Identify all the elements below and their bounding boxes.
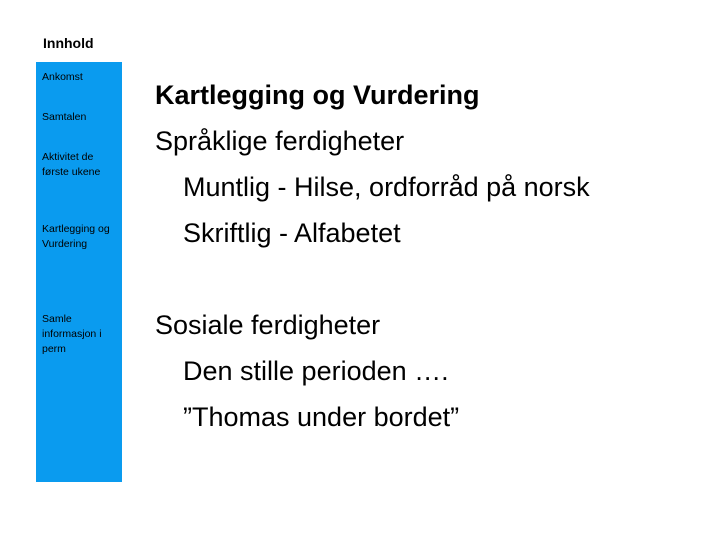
content-area	[155, 72, 695, 440]
section-spacer	[155, 256, 695, 302]
sidebar-item-kartlegging[interactable]: Kartlegging og Vurdering	[42, 223, 110, 250]
section-title-sosialeferdigheter: Sosiale ferdigheter	[155, 310, 381, 340]
sidebar-nav	[36, 62, 122, 482]
sidebar-item-aktivitet[interactable]: Aktivitet de første ukene	[42, 151, 101, 178]
content-heading: Kartlegging og Vurdering	[155, 80, 480, 110]
section-title-sprakligeferdigheter: Språklige ferdigheter	[155, 126, 405, 156]
sidebar-title: Innhold	[43, 35, 94, 51]
sidebar-item-samle-informasjon[interactable]: Samle informasjon i perm	[42, 313, 102, 355]
section-line-skriftlig: Skriftlig - Alfabetet	[183, 218, 401, 248]
sidebar-item-ankomst[interactable]: Ankomst	[42, 71, 83, 83]
section-line-stille-perioden: Den stille perioden ….	[183, 356, 449, 386]
section-line-thomas: ”Thomas under bordet”	[183, 402, 460, 432]
section-line-muntlig: Muntlig - Hilse, ordforråd på norsk	[183, 172, 590, 202]
sidebar-item-samtalen[interactable]: Samtalen	[42, 111, 87, 123]
